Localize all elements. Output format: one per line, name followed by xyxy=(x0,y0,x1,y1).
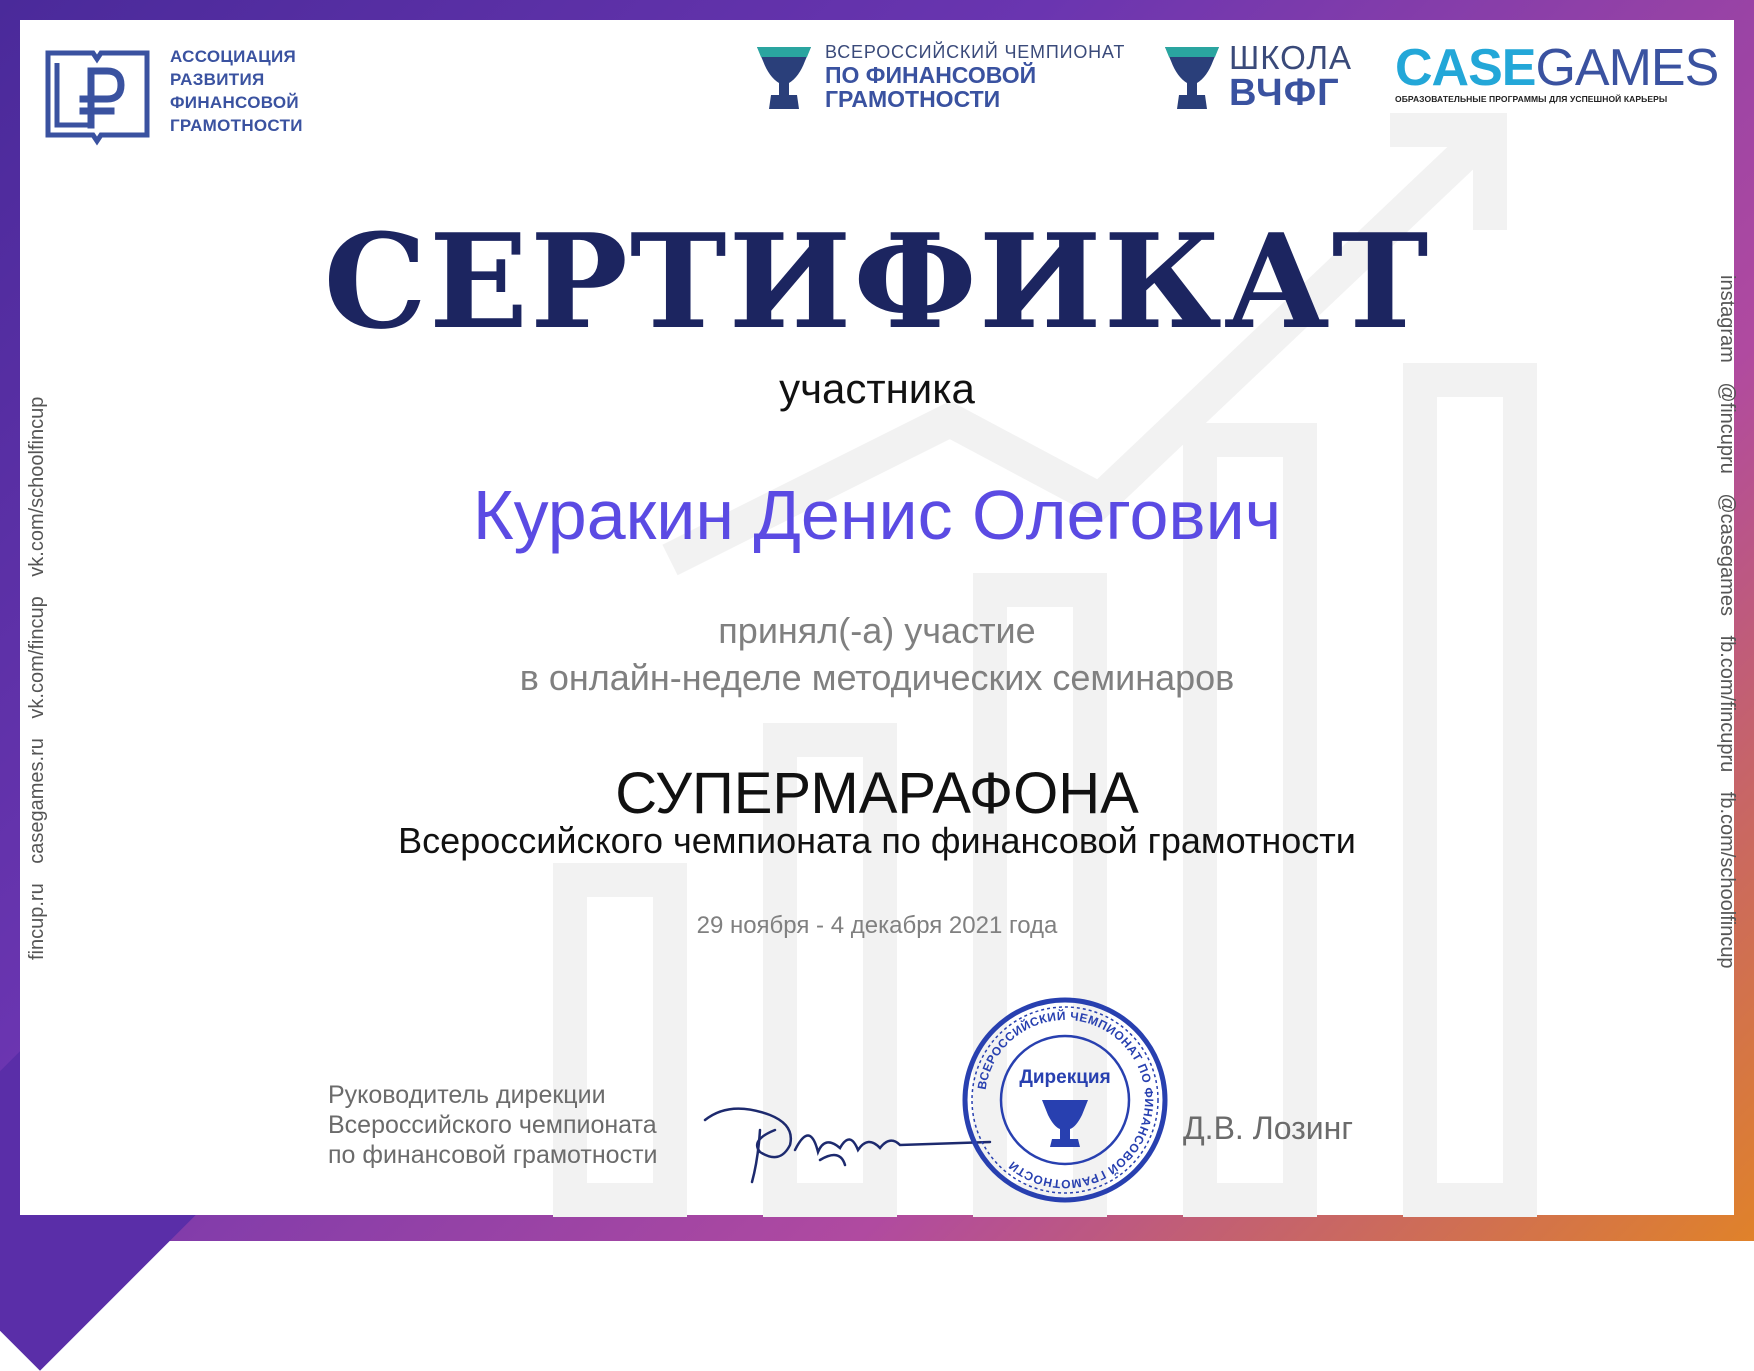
signer-role-line: Руководитель дирекции xyxy=(328,1081,606,1109)
association-name-line: АССОЦИАЦИЯ xyxy=(170,47,296,66)
casegames-logo xyxy=(1395,40,1718,104)
casegames-games: GAMES xyxy=(1535,39,1719,97)
event-organizer: Всероссийского чемпионата по финансовой грамотности xyxy=(398,820,1356,861)
signer-role-line: Всероссийского чемпионата xyxy=(328,1111,657,1139)
championship-logo xyxy=(755,42,1125,111)
participation-text: принял(-а) участие xyxy=(718,610,1036,651)
signer-name: Д.В. Лозинг xyxy=(1183,1110,1354,1146)
side-links-right: instagram @fincupru @casegames fb.com/fincupru fb.com/schoolfincup xyxy=(1716,275,1738,969)
ruble-book-icon xyxy=(45,45,150,145)
signer-role xyxy=(328,1080,657,1170)
championship-subtitle: ПО ФИНАНСОВОЙ xyxy=(825,62,1037,88)
association-name-line: РАЗВИТИЯ xyxy=(170,70,265,89)
cup-icon xyxy=(1163,43,1221,111)
championship-subtitle: ГРАМОТНОСТИ xyxy=(825,86,1001,112)
casegames-case: CASE xyxy=(1395,39,1536,97)
stamp-cup-icon xyxy=(1042,1100,1088,1147)
signer-role-line: по финансовой грамотности xyxy=(328,1141,658,1169)
casegames-tagline: ОБРАЗОВАТЕЛЬНЫЕ ПРОГРАММЫ ДЛЯ УСПЕШНОЙ КАРЬЕРЫ xyxy=(1395,94,1668,104)
association-logo xyxy=(45,45,303,145)
school-logo xyxy=(1163,39,1353,114)
association-name-line: ГРАМОТНОСТИ xyxy=(170,116,303,135)
stamp-icon xyxy=(960,995,1170,1205)
certificate-title: СЕРТИФИКАТ xyxy=(323,205,1431,358)
championship-title: ВСЕРОССИЙСКИЙ ЧЕМПИОНАТ xyxy=(825,42,1126,62)
school-name: ВЧФГ xyxy=(1229,72,1340,114)
event-dates: 29 ноября - 4 декабря 2021 года xyxy=(696,912,1058,939)
participation-text: в онлайн-неделе методических семинаров xyxy=(519,657,1235,698)
recipient-name: Куракин Денис Олегович xyxy=(472,476,1282,554)
stamp-label: Дирекция xyxy=(1019,1067,1111,1088)
stamp-ring-text: ВСЕРОССИЙСКИЙ ЧЕМПИОНАТ ПО ФИНАНСОВОЙ ГРАМОТНОСТИ xyxy=(974,1008,1157,1192)
event-name: СУПЕРМАРАФОНА xyxy=(615,761,1139,826)
handwritten-signature xyxy=(700,1090,1000,1190)
certificate-card xyxy=(20,20,1738,1215)
certificate-subtitle: участника xyxy=(779,365,975,412)
association-name-line: ФИНАНСОВОЙ xyxy=(170,93,299,112)
side-links-left: fincup.ru casegames.ru vk.com/fincup vk.com/schoolfincup xyxy=(26,396,48,960)
school-label: ШКОЛА xyxy=(1229,39,1353,76)
cup-icon xyxy=(755,43,813,111)
